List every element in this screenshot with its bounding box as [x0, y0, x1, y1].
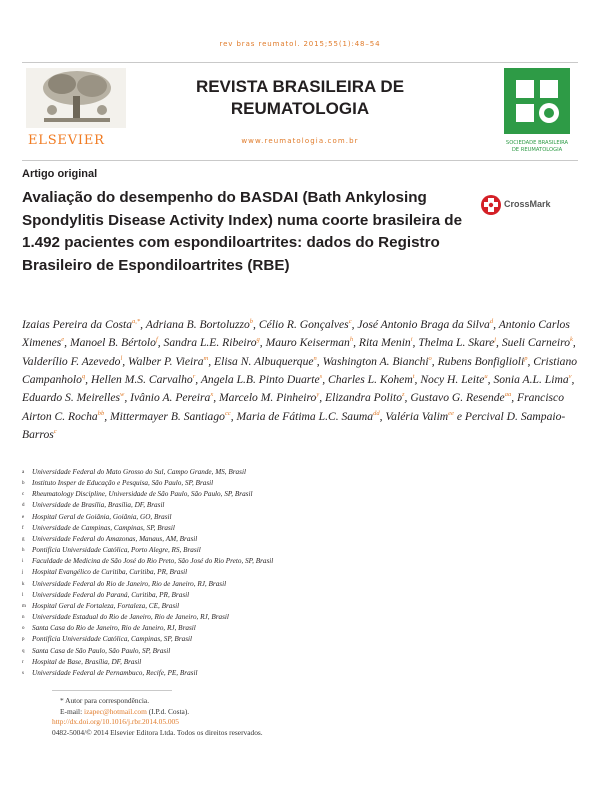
affiliation-label: h [22, 548, 25, 554]
author-affiliation-mark[interactable]: u [484, 373, 488, 381]
author-separator: , [487, 372, 494, 386]
affiliation-text: Universidade de Brasília, Brasília, DF, Brasil [32, 501, 165, 510]
author-affiliation-mark[interactable]: j [494, 336, 497, 344]
email-suffix: (I.P.d. Costa). [146, 706, 190, 716]
author-affiliation-mark[interactable]: k [570, 336, 573, 344]
affiliation-text: Hospital Geral de Goiânia, Goiânia, GO, Brasil [32, 512, 172, 521]
author-name[interactable]: Sueli Carneiro [501, 336, 571, 350]
author-separator: , [379, 409, 386, 423]
author-name[interactable]: Mittermayer B. Santiago [109, 409, 225, 423]
copyright-line: 0482-5004/© 2014 Elsevier Editora Ltda. Todos os direitos reservados. [52, 727, 263, 737]
journal-title: REVISTA BRASILEIRA DE REUMATOLOGIA [195, 77, 405, 118]
affiliation-text: Pontifícia Universidade Católica, Campinas, SP, Brasil [32, 635, 192, 644]
author-affiliation-mark[interactable]: a,* [132, 318, 141, 325]
affiliation-label: m [22, 603, 26, 609]
affiliation-item [22, 467, 578, 478]
author-affiliation-mark[interactable]: v [568, 373, 572, 381]
affiliation-text: Hospital Evangélico de Curitiba, Curitiba, PR, Brasil [32, 568, 188, 577]
author-name[interactable]: Gustavo G. Resende [410, 391, 505, 405]
affiliation-label: r [22, 659, 24, 665]
author-name[interactable]: Angela L.B. Pinto Duarte [200, 372, 320, 386]
author-affiliation-mark[interactable]: c [53, 428, 57, 436]
author-name[interactable]: José Antonio Braga da Silva [357, 317, 490, 331]
affiliation-label: n [22, 615, 25, 621]
author-separator: e [453, 409, 465, 423]
author-affiliation-mark[interactable]: w [120, 391, 125, 399]
affiliation-text: Faculdade de Medicina de São José do Rio Preto, São José do Rio Preto, SP, Brasil [32, 557, 274, 566]
author-separator: , [353, 336, 359, 350]
author-separator: , [253, 317, 259, 331]
author-affiliation-mark[interactable]: d [489, 318, 494, 325]
author-name[interactable]: Antonio Carlos Ximenes [22, 317, 570, 350]
author-name[interactable]: Hellen M.S. Carvalho [90, 372, 193, 386]
affiliation-item [22, 657, 578, 668]
author-affiliation-mark[interactable]: aa [504, 391, 512, 399]
author-affiliation-mark[interactable]: h [349, 336, 354, 344]
author-name[interactable]: Valderílio F. Azevedo [22, 354, 121, 368]
affiliation-item [22, 601, 578, 612]
affiliation-item [22, 623, 578, 634]
article-title: Avaliação do desempenho do BASDAI (Bath Ankylosing Spondylitis Disease Activity Index) numa coorte brasileira de 1.492 pacientes com espondiloartrites: dados do Registro Brasileiro de Espondiloartrites (RBE) [22, 189, 463, 274]
affiliation-text: Hospital de Base, Brasília, DF, Brasil [32, 657, 142, 666]
author-separator: , [493, 317, 499, 331]
author-affiliation-mark[interactable]: ee [448, 409, 454, 417]
author-name[interactable]: Mauro Keiserman [265, 336, 350, 350]
author-name[interactable]: Adriana B. Bortoluzzo [145, 317, 250, 331]
author-name[interactable]: Sandra L.E. Ribeiro [163, 336, 257, 350]
author-name[interactable]: Elisa N. Albuquerque [214, 354, 314, 368]
author-affiliation-mark[interactable]: l [120, 354, 123, 362]
author-affiliation-mark[interactable]: z [402, 391, 405, 399]
affiliation-text: Universidade Federal de Pernambuco, Recife, PE, Brasil [32, 668, 198, 677]
affiliation-item [22, 556, 578, 567]
author-name[interactable]: Nocy H. Leite [420, 372, 485, 386]
affiliation-item [22, 579, 578, 590]
author-name[interactable]: Francisco Airton C. Rocha [22, 391, 564, 423]
author-name[interactable]: Rubens Bonfiglioli [437, 354, 525, 368]
affiliation-item [22, 590, 578, 601]
author-affiliation-mark[interactable]: e [61, 336, 65, 344]
author-separator: , [431, 354, 438, 368]
author-affiliation-mark[interactable]: t [412, 373, 415, 381]
header-bottom-rule [22, 160, 578, 161]
affiliation-label: l [22, 592, 24, 598]
author-affiliation-mark[interactable]: s [319, 373, 323, 381]
author-separator: , [316, 354, 323, 368]
author-separator: , [414, 372, 421, 386]
publisher-name: ELSEVIER [28, 133, 105, 148]
affiliation-text: Hospital Geral de Fortaleza, Fortaleza, CE, Brasil [32, 601, 180, 610]
footnotes [52, 696, 572, 738]
author-affiliation-mark[interactable]: dd [373, 409, 380, 417]
author-separator: , [527, 354, 534, 368]
affiliation-label: f [22, 525, 24, 531]
affiliation-text: Instituto Insper de Educação e Pesquisa, São Paulo, SP, Brasil [32, 479, 214, 488]
author-separator: , [412, 336, 419, 350]
svg-text:DE REUMATOLOGIA: DE REUMATOLOGIA [511, 147, 563, 153]
affiliation-item [22, 545, 578, 556]
affiliation-text: Universidade Federal do Mato Grosso do Sul, Campo Grande, MS, Brasil [32, 468, 246, 476]
author-affiliation-mark[interactable]: y [316, 391, 320, 399]
journal-citation: rev bras reumatol. 2015;55(1):48–54 [219, 40, 381, 48]
affiliation-label: e [22, 514, 25, 520]
svg-text:SOCIEDADE BRASILEIRA: SOCIEDADE BRASILEIRA [505, 140, 569, 146]
affiliation-label: j [22, 570, 24, 576]
affiliation-label: a [22, 470, 25, 475]
author-separator: , [85, 372, 91, 386]
affiliation-text: Universidade Federal do Amazonas, Manaus, AM, Brasil [32, 534, 198, 543]
author-affiliation-mark[interactable]: b [249, 318, 254, 325]
author-separator: , [64, 336, 70, 350]
author-separator: , [351, 317, 358, 331]
affiliation-item [22, 612, 578, 623]
affiliation-text: Pontifícia Universidade Católica, Porto Alegre, RS, Brasil [32, 546, 201, 555]
author-name[interactable]: Percival D. Sampaio-Barros [22, 409, 566, 442]
affiliation-item [22, 523, 578, 534]
corresponding-author-note: * Autor para correspondência. [60, 696, 150, 705]
affiliation-label: b [22, 481, 25, 487]
affiliation-item [22, 634, 578, 645]
author-affiliation-mark[interactable]: o [428, 354, 432, 362]
author-name[interactable]: Cristiano Campanholo [22, 354, 578, 386]
crossmark-label: CrossMark [504, 199, 551, 209]
affiliation-label: i [22, 559, 24, 565]
affiliation-label: p [22, 637, 25, 643]
author-name[interactable]: Ivânio A. Pereira [130, 391, 211, 405]
author-separator: , [572, 336, 576, 350]
author-affiliation-mark[interactable]: g [256, 336, 260, 344]
author-name[interactable]: Charles L. Kohem [328, 372, 413, 386]
author-name[interactable]: Marcelo M. Pinheiro [219, 391, 317, 405]
affiliation-item [22, 478, 578, 489]
article-type: Artigo original [22, 168, 98, 180]
author-separator: , [496, 336, 502, 350]
affiliation-item [22, 500, 578, 511]
author-separator: , [140, 317, 146, 331]
footnote-rule [52, 690, 172, 691]
affiliation-text: Santa Casa do Rio de Janeiro, Rio de Janeiro, RJ, Brasil [32, 624, 196, 633]
author-affiliation-mark[interactable]: x [210, 391, 214, 399]
email-link[interactable]: izapec@hotmail.com [84, 706, 147, 716]
email-prefix: E-mail: [60, 706, 85, 716]
author-affiliation-mark[interactable]: q [81, 373, 86, 381]
author-name[interactable]: Manoel B. Bértolo [69, 336, 156, 350]
affiliation-label: k [22, 581, 25, 587]
author-name[interactable]: Eduardo S. Meirelles [22, 391, 120, 405]
author-affiliation-mark[interactable]: bb [97, 409, 105, 417]
author-affiliation-mark[interactable]: n [313, 354, 317, 362]
affiliation-item [22, 489, 578, 500]
affiliation-label: d [22, 503, 25, 509]
author-name[interactable]: Maria de Fátima L.C. Sauma [236, 409, 374, 423]
author-affiliation-mark[interactable]: cc [224, 409, 231, 417]
author-separator: , [322, 372, 328, 386]
author-separator: , [259, 336, 266, 350]
author-affiliation-mark[interactable]: i [410, 336, 413, 344]
affiliation-item [22, 567, 578, 578]
author-name[interactable]: Rita Menin [358, 336, 411, 350]
author-name[interactable]: Valéria Valim [385, 409, 449, 423]
author-affiliation-mark[interactable]: m [203, 354, 209, 362]
author-name[interactable]: Thelma L. Skare [418, 336, 495, 350]
email-line [52, 707, 572, 718]
affiliation-label: s [22, 670, 24, 676]
affiliation-item [22, 534, 578, 545]
author-name[interactable]: Izaias Pereira da Costa [22, 317, 133, 331]
author-separator: , [404, 391, 411, 405]
author-list [22, 314, 578, 443]
affiliation-text: Universidade Federal do Paraná, Curitiba, PR, Brasil [32, 590, 190, 599]
author-separator: , [208, 354, 215, 368]
author-affiliation-mark[interactable]: c [348, 318, 352, 325]
affiliation-item [22, 646, 578, 657]
affiliation-list [22, 467, 578, 679]
author-name[interactable]: Washington A. Bianchi [322, 354, 429, 368]
author-affiliation-mark[interactable]: f [155, 336, 158, 344]
affiliation-label: o [22, 626, 25, 632]
affiliation-text: Rheumatology Discipline, Universidade de São Paulo, São Paulo, SP, Brasil [32, 490, 253, 499]
author-name[interactable]: Walber P. Vieira [128, 354, 204, 368]
society-logo [496, 66, 578, 158]
doi-link[interactable]: http://dx.doi.org/10.1016/j.rbr.2014.05.005 [52, 717, 179, 727]
author-name[interactable]: Sonia A.L. Lima [493, 372, 569, 386]
author-separator: , [571, 372, 575, 386]
affiliation-text: Universidade Estadual do Rio de Janeiro, Rio de Janeiro, RJ, Brasil [32, 613, 229, 622]
author-affiliation-mark[interactable]: r [192, 373, 196, 381]
header-top-rule [22, 62, 578, 63]
author-separator: , [319, 391, 326, 405]
author-separator: , [104, 409, 110, 423]
author-separator: , [122, 354, 129, 368]
affiliation-item [22, 668, 578, 679]
author-name[interactable]: Célio R. Gonçalves [258, 317, 349, 331]
author-separator: , [511, 391, 517, 405]
author-separator: , [157, 336, 164, 350]
author-affiliation-mark[interactable]: p [524, 354, 528, 362]
author-separator: , [124, 391, 131, 405]
author-separator: , [213, 391, 219, 405]
affiliation-text: Santa Casa de São Paulo, São Paulo, SP, Brasil [32, 646, 171, 655]
author-name[interactable]: Elizandra Polito [325, 391, 403, 405]
author-separator: , [230, 409, 237, 423]
affiliation-text: Universidade de Campinas, Campinas, SP, Brasil [32, 523, 175, 532]
affiliation-label: c [22, 492, 25, 498]
affiliation-text: Universidade Federal do Rio de Janeiro, Rio de Janeiro, RJ, Brasil [32, 579, 227, 588]
journal-url[interactable]: www.reumatologia.com.br [241, 137, 359, 145]
affiliation-label: g [22, 536, 25, 542]
author-separator: , [195, 372, 201, 386]
crossmark-badge[interactable] [480, 193, 550, 217]
affiliation-item [22, 512, 578, 523]
affiliation-label: q [22, 648, 25, 654]
